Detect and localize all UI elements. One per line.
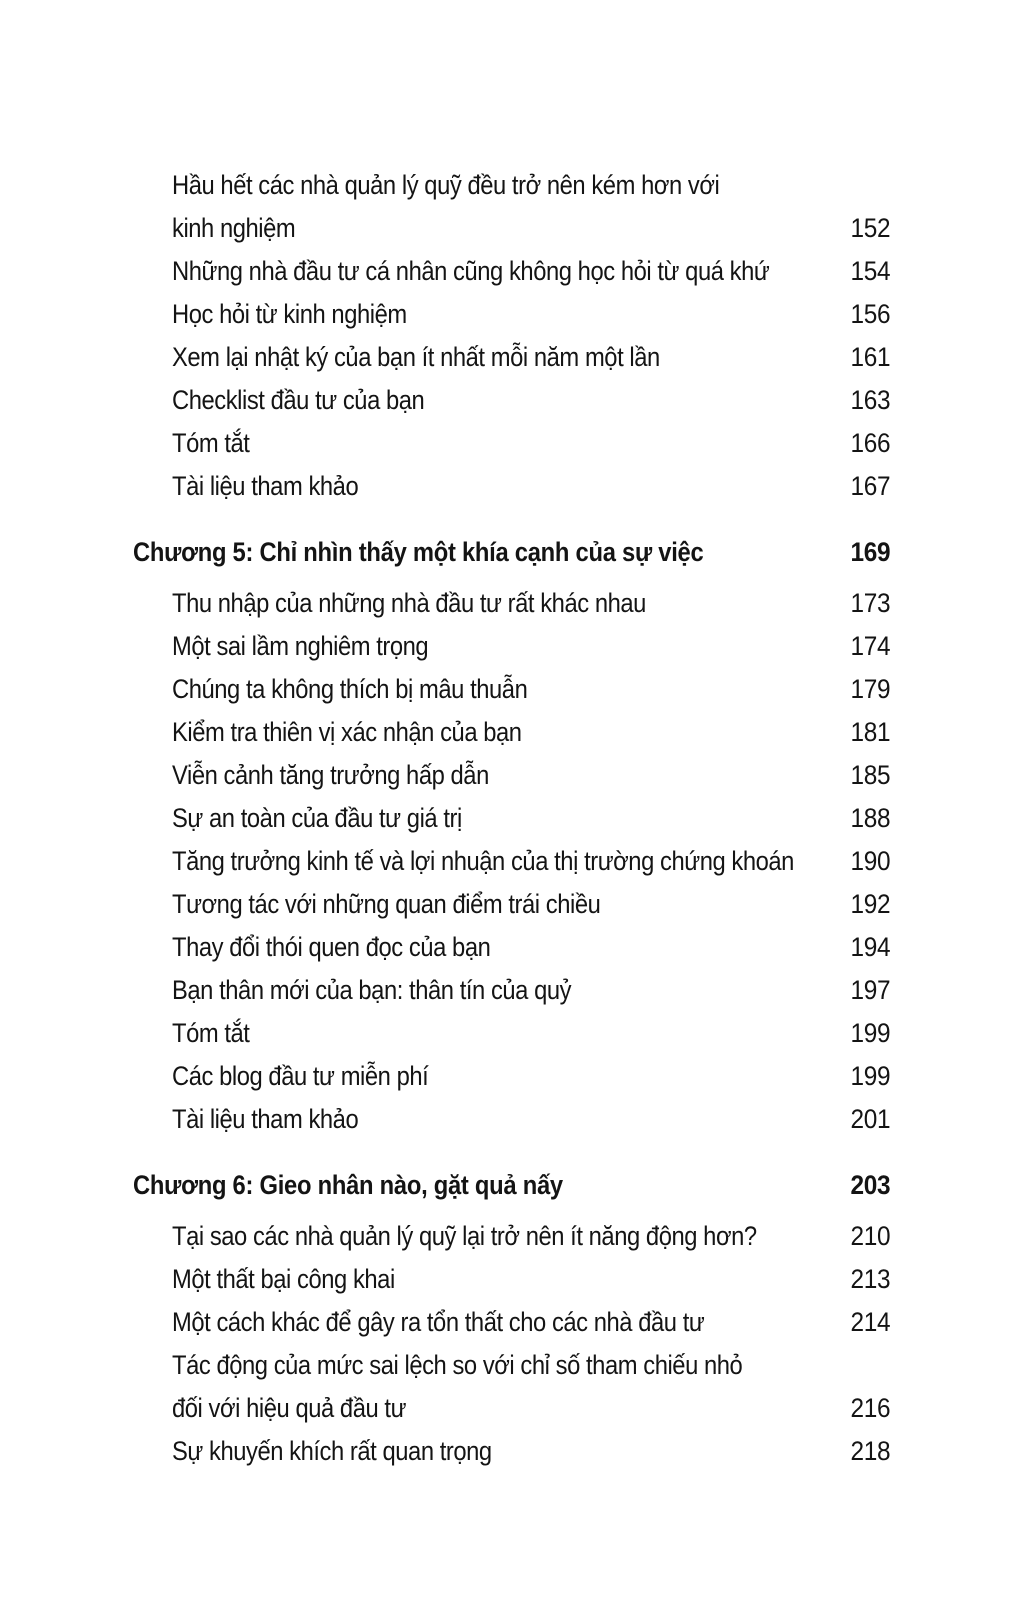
toc-entry-row xyxy=(133,582,890,625)
toc-entry-label: Một thất bại công khai xyxy=(172,1264,395,1294)
toc-entry-row xyxy=(133,754,890,797)
toc-entry-page-number: 190 xyxy=(850,846,890,876)
toc-entry-label: Học hỏi từ kinh nghiệm xyxy=(172,299,407,329)
chapter-heading-row xyxy=(133,531,890,574)
toc-entry-label: Sự khuyến khích rất quan trọng xyxy=(172,1436,492,1466)
toc-entry-label: Tài liệu tham khảo xyxy=(172,1104,359,1134)
toc-entry-label: Một sai lầm nghiêm trọng xyxy=(172,631,429,661)
toc-entry-page-number: 192 xyxy=(850,889,890,919)
toc-entry-row xyxy=(133,250,890,293)
toc-entry-page-number: 163 xyxy=(850,385,890,415)
chapter-heading-label: Chương 5: Chỉ nhìn thấy một khía cạnh của sự việc xyxy=(133,537,704,567)
toc-entry-row xyxy=(133,883,890,926)
toc-entry-page-number: 210 xyxy=(850,1221,890,1251)
toc-entry-label: Sự an toàn của đầu tư giá trị xyxy=(172,803,462,833)
toc-entry-page-number: 173 xyxy=(850,588,890,618)
toc-entry-row xyxy=(133,1344,890,1387)
toc-entry-page-number: 201 xyxy=(850,1104,890,1134)
toc-entry-label: Thay đổi thói quen đọc của bạn xyxy=(172,932,491,962)
toc-entry-row xyxy=(133,1301,890,1344)
toc-entry-label: Những nhà đầu tư cá nhân cũng không học hỏi từ quá khứ xyxy=(172,256,770,286)
toc-entry-page-number: 161 xyxy=(850,342,890,372)
toc-entry-label: Tài liệu tham khảo xyxy=(172,471,359,501)
toc-entry-row xyxy=(133,293,890,336)
toc-entry-row xyxy=(133,422,890,465)
toc-entry-row xyxy=(133,840,890,883)
toc-entry-row xyxy=(133,1098,890,1141)
toc-entry-row xyxy=(133,711,890,754)
toc-entry-label: Kiểm tra thiên vị xác nhận của bạn xyxy=(172,717,522,747)
toc-entry-label: Bạn thân mới của bạn: thân tín của quỷ xyxy=(172,975,572,1005)
toc-entry-page-number: 214 xyxy=(850,1307,890,1337)
toc-entry-page-number: 197 xyxy=(850,975,890,1005)
toc-entry-label: Chúng ta không thích bị mâu thuẫn xyxy=(172,674,528,704)
toc-list xyxy=(133,164,890,1473)
toc-entry-row xyxy=(133,1215,890,1258)
toc-entry-label: Các blog đầu tư miễn phí xyxy=(172,1061,429,1091)
chapter-heading-page-number: 169 xyxy=(850,537,890,567)
chapter-heading-label: Chương 6: Gieo nhân nào, gặt quả nấy xyxy=(133,1170,563,1200)
chapter-heading-page-number: 203 xyxy=(850,1170,890,1200)
toc-entry-label: Tóm tắt xyxy=(172,1018,250,1048)
toc-entry-row xyxy=(133,164,890,207)
toc-entry-label: Checklist đầu tư của bạn xyxy=(172,385,425,415)
toc-entry-page-number: 199 xyxy=(850,1061,890,1091)
toc-entry-page-number: 216 xyxy=(850,1393,890,1423)
toc-entry-label: Tại sao các nhà quản lý quỹ lại trở nên ít năng động hơn? xyxy=(172,1221,757,1251)
toc-entry-label: kinh nghiệm xyxy=(172,213,296,243)
toc-entry-row xyxy=(133,1258,890,1301)
toc-entry-row xyxy=(133,926,890,969)
toc-section xyxy=(133,531,890,1141)
toc-entry-label: Viễn cảnh tăng trưởng hấp dẫn xyxy=(172,760,489,790)
toc-entry-label: Tương tác với những quan điểm trái chiều xyxy=(172,889,601,919)
toc-entry-page-number: 167 xyxy=(850,471,890,501)
toc-entry-row xyxy=(133,379,890,422)
toc-entry-page-number: 154 xyxy=(850,256,890,286)
toc-entry-page-number: 213 xyxy=(850,1264,890,1294)
toc-entry-label: đối với hiệu quả đầu tư xyxy=(172,1393,407,1423)
toc-entry-label: Tăng trưởng kinh tế và lợi nhuận của thị trường chứng khoán xyxy=(172,846,794,876)
toc-entry-label: Tác động của mức sai lệch so với chỉ số tham chiếu nhỏ xyxy=(172,1350,743,1380)
toc-entry-page-number: 156 xyxy=(850,299,890,329)
toc-entry-label: Xem lại nhật ký của bạn ít nhất mỗi năm một lần xyxy=(172,342,660,372)
toc-entry-page-number: 174 xyxy=(850,631,890,661)
toc-entry-row xyxy=(133,625,890,668)
toc-entry-page-number: 185 xyxy=(850,760,890,790)
toc-entry-row xyxy=(133,969,890,1012)
toc-entry-page-number: 199 xyxy=(850,1018,890,1048)
toc-entry-row xyxy=(133,336,890,379)
toc-entry-row xyxy=(133,668,890,711)
toc-entry-page-number: 166 xyxy=(850,428,890,458)
toc-entry-page-number: 179 xyxy=(850,674,890,704)
toc-entry-page-number: 188 xyxy=(850,803,890,833)
chapter-heading-row xyxy=(133,1164,890,1207)
toc-entry-row xyxy=(133,1387,890,1430)
toc-section xyxy=(133,164,890,508)
toc-entry-label: Một cách khác để gây ra tổn thất cho các nhà đầu tư xyxy=(172,1307,705,1337)
toc-entry-label: Hầu hết các nhà quản lý quỹ đều trở nên kém hơn với xyxy=(172,170,720,200)
toc-entry-row xyxy=(133,797,890,840)
toc-entry-page-number: 152 xyxy=(850,213,890,243)
toc-entry-row xyxy=(133,207,890,250)
toc-entry-row xyxy=(133,1430,890,1473)
toc-entry-row xyxy=(133,465,890,508)
toc-entry-row xyxy=(133,1055,890,1098)
toc-entry-label: Thu nhập của những nhà đầu tư rất khác nhau xyxy=(172,588,646,618)
toc-entry-label: Tóm tắt xyxy=(172,428,250,458)
toc-entry-page-number: 194 xyxy=(850,932,890,962)
toc-section xyxy=(133,1164,890,1473)
toc-entry-row xyxy=(133,1012,890,1055)
toc-entry-page-number: 218 xyxy=(850,1436,890,1466)
toc-entry-page-number: 181 xyxy=(850,717,890,747)
